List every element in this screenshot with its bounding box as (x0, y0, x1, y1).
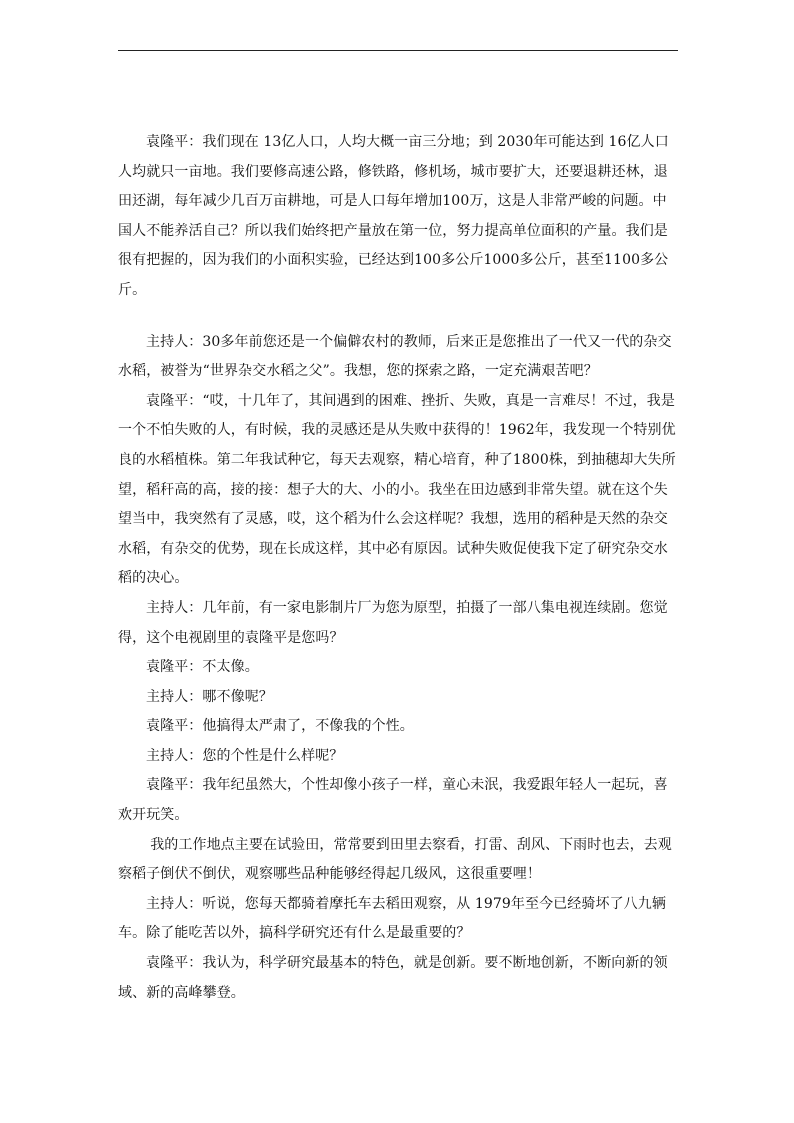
paragraph-host-how-not-alike: 主持人：哪不像呢？ (146, 688, 273, 705)
header-rule (118, 50, 678, 51)
paragraph-yuan-field-work: 我的工作地点主要在试验田，常常要到田里去察看，打雷、刮风、下雨时也去，去观察稻子倒伏不倒伏，观察哪些品种能够经得起几级风，这很重要哩！ (118, 836, 672, 883)
paragraph-host-motorcycle: 主持人：听说，您每天都骑着摩托车去稻田观察，从 1979年至今已经骑坏了八九辆车。除了能吃苦以外，搞科学研究还有什么是最重要的？ (118, 895, 666, 942)
paragraph-yuan-innovation: 袁隆平：我认为，科学研究最基本的特色，就是创新。要不断地创新，不断向新的领域、新的高峰攀登。 (118, 955, 668, 1001)
paragraph-yuan-not-alike: 袁隆平：不太像。 (146, 659, 259, 676)
paragraph-host-tv-series: 主持人：几年前，有一家电影制片厂为您为原型，拍摄了一部八集电视连续剧。您觉得，这个电视剧里的袁隆平是您吗？ (118, 599, 668, 646)
document-body (118, 128, 678, 1008)
paragraph-host-question-hardship: 主持人：30多年前您还是一个偏僻农村的教师，后来正是您推出了一代又一代的杂交水稻，被誉为“世界杂交水稻之父”。我想，您的探索之路，一定充满艰苦吧？ (118, 333, 672, 380)
paragraph-yuan-childlike: 袁隆平：我年纪虽然大，个性却像小孩子一样，童心未泯，我爱跟年轻人一起玩，喜欢开玩笑。 (118, 777, 668, 824)
paragraph-yuan-population: 袁隆平：我们现在 13亿人口，人均大概一亩三分地；到 2030年可能达到 16亿人口人均就只一亩地。我们要修高速公路，修铁路，修机场，城市要扩大，还要退耕还林，退田还湖，每年减少几百万亩耕地，可是人口每年增加100万，这是人非常严峻的问题。中国人不能养活自己？所以我们始终把产量放在第一位，努力提高单位面积的产量。我们是很有把握的，因为我们的小面积实验，已经达到100多公斤1000多公斤，甚至1100多公斤。 (118, 134, 669, 298)
paragraph-host-personality: 主持人：您的个性是什么样呢？ (146, 747, 344, 764)
paragraph-yuan-failure-inspiration: 袁隆平：“哎，十几年了，其间遇到的困难、挫折、失败，真是一言难尽！不过，我是一个不怕失败的人，有时候，我的灵感还是从失败中获得的！1962年，我发现一个特别优良的水稻植株。第二年我试种它，每天去观察，精心培育，种了1800株，到抽穗却大失所望，稻秆高的高，接的接：想子大的大、小的小。我坐在田边感到非常失望。就在这个失望当中，我突然有了灵感，哎，这个稻为什么会这样呢？我想，选用的稻种是天然的杂交水稻，有杂交的优势，现在长成这样，其中必有原因。试种失败促使我下定了研究杂交水稻的决心。 (118, 392, 676, 587)
paragraph-yuan-too-serious: 袁隆平：他搞得太严肃了，不像我的个性。 (146, 718, 414, 735)
